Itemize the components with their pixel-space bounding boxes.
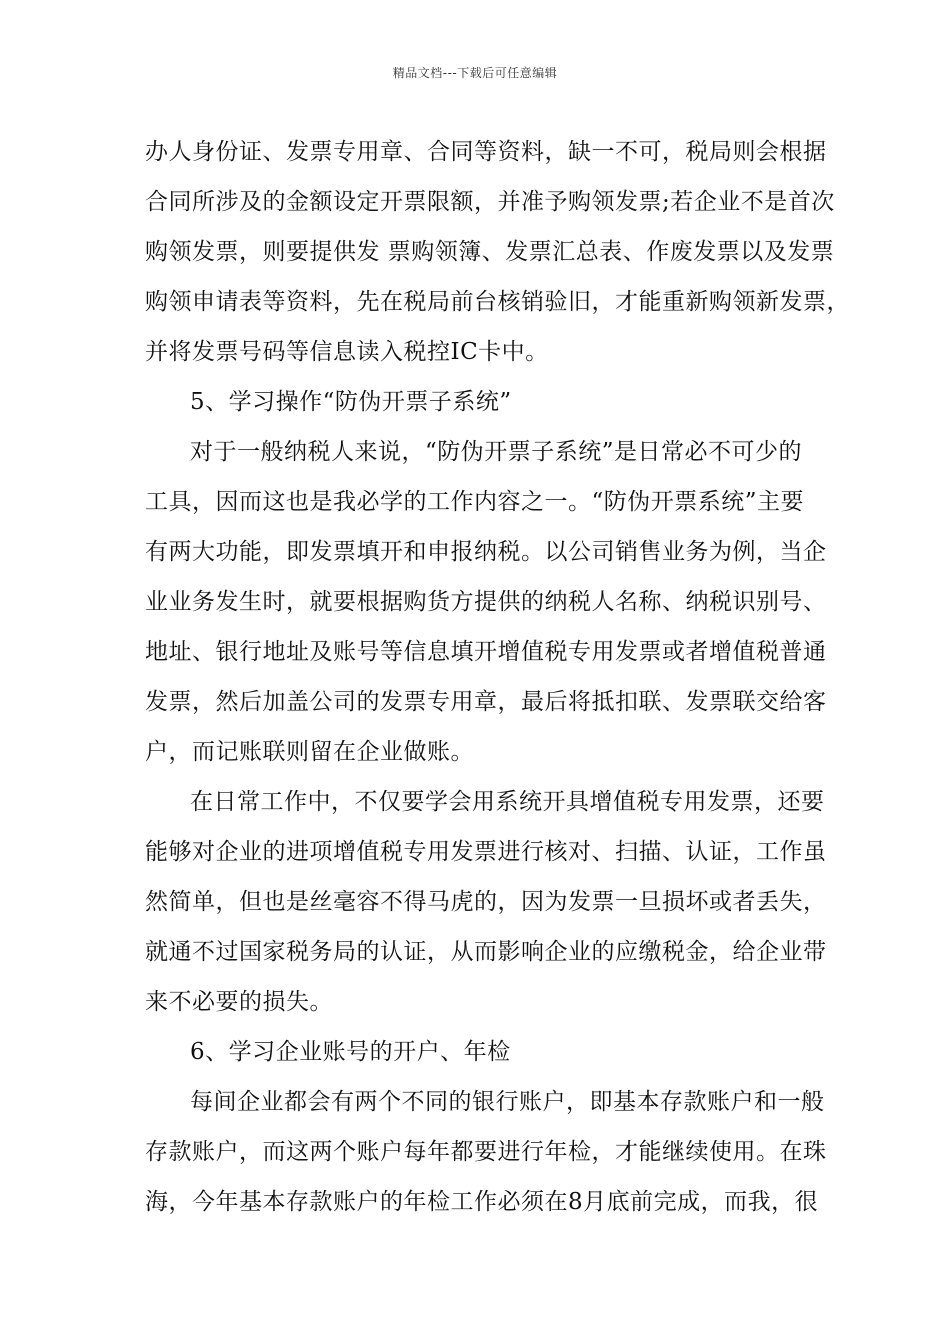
- text-line: 能够对企业的进项增值税专用发票进行核对、扫描、认证，工作虽: [145, 839, 827, 865]
- text-line: 工具，因而这也是我必学的工作内容之一。“防伪开票系统”主要: [145, 489, 805, 515]
- text-line: 海，今年基本存款账户的年检工作必须在8月底前完成，而我，很: [145, 1189, 819, 1215]
- text-line: 业业务发生时，就要根据购货方提供的纳税人名称、纳税识别号、: [145, 589, 827, 615]
- text-line: 存款账户，而这两个账户每年都要进行年检，才能继续使用。在珠: [145, 1139, 827, 1165]
- text-line: 发票，然后加盖公司的发票专用章，最后将抵扣联、发票联交给客: [145, 689, 827, 715]
- section-heading: 5、学习操作“防伪开票子系统”: [190, 389, 512, 415]
- text-line: 办人身份证、发票专用章、合同等资料，缺一不可，税局则会根据: [145, 139, 827, 165]
- text-line: 来不必要的损失。: [145, 989, 333, 1015]
- text-line: 然简单，但也是丝毫容不得马虎的，因为发票一旦损坏或者丢失，: [145, 889, 827, 915]
- text-line: 就通不过国家税务局的认证，从而影响企业的应缴税金，给企业带: [145, 939, 827, 965]
- text-line: 户，而记账联则留在企业做账。: [145, 739, 474, 765]
- page-header: 精品文档---下载后可任意编辑: [392, 66, 558, 80]
- document-body: [145, 132, 850, 1232]
- text-line: 在日常工作中，不仅要学会用系统开具增值税专用发票，还要: [190, 789, 825, 815]
- text-line: 购领申请表等资料，先在税局前台核销验旧，才能重新购领新发票，: [145, 289, 850, 315]
- text-line: 购领发票，则要提供发 票购领簿、发票汇总表、作废发票以及发票: [145, 239, 835, 265]
- text-line: 有两大功能，即发票填开和申报纳税。以公司销售业务为例，当企: [145, 539, 827, 565]
- text-line: 对于一般纳税人来说，“防伪开票子系统”是日常必不可少的: [190, 439, 803, 465]
- text-line: 并将发票号码等信息读入税控IC卡中。: [145, 339, 549, 365]
- text-line: 地址、银行地址及账号等信息填开增值税专用发票或者增值税普通: [145, 639, 827, 665]
- text-line: 合同所涉及的金额设定开票限额，并准予购领发票;若企业不是首次: [145, 189, 835, 215]
- section-heading: 6、学习企业账号的开户、年检: [190, 1039, 511, 1065]
- text-line: 每间企业都会有两个不同的银行账户，即基本存款账户和一般: [190, 1089, 825, 1115]
